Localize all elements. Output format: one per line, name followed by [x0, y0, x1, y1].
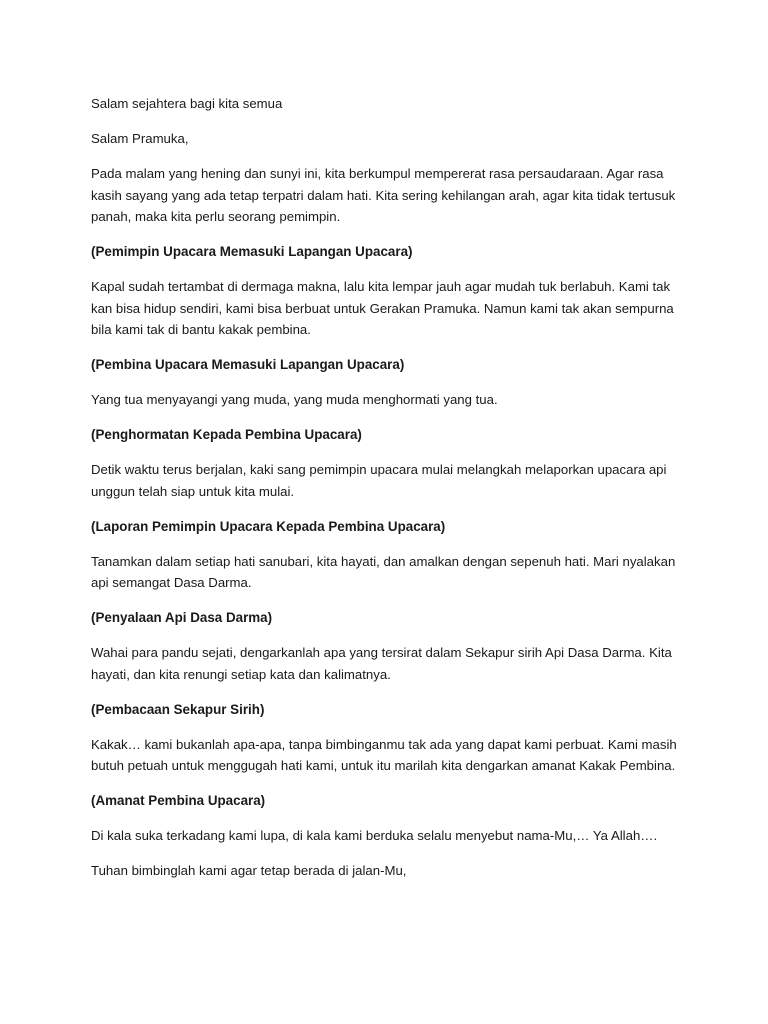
heading-pembina-masuk: (Pembina Upacara Memasuki Lapangan Upacara) [91, 357, 405, 372]
paragraph-di-kala-suka: Di kala suka terkadang kami lupa, di kala kami berduka selalu menyebut nama-Mu,… Ya Allah…. [91, 828, 658, 843]
paragraph-greeting: Salam sejahtera bagi kita semua [91, 96, 283, 111]
heading-penghormatan: (Penghormatan Kepada Pembina Upacara) [91, 427, 362, 442]
heading-amanat: (Amanat Pembina Upacara) [91, 793, 266, 808]
paragraph-yang-tua: Yang tua menyayangi yang muda, yang muda menghormati yang tua. [91, 392, 498, 407]
paragraph-wahai-pandu: Wahai para pandu sejati, dengarkanlah apa yang tersirat dalam Sekapur sirih Api Dasa Darma. Kita hayati, dan kita renungi setiap kata dan kalimatnya. [91, 645, 672, 682]
heading-laporan: (Laporan Pemimpin Upacara Kepada Pembina Upacara) [91, 518, 446, 534]
paragraph-kapal: Kapal sudah tertambat di dermaga makna, lalu kita lempar jauh agar mudah tuk berlabuh. Kami tak kan bisa hidup sendiri, kami bisa berbuat untuk Gerakan Pramuka. Namun kami tak akan sempurna bila kami tak di bantu kakak pembina. [91, 279, 674, 337]
paragraph-opening: Pada malam yang hening dan sunyi ini, kita berkumpul mempererat rasa persaudaraan. Agar rasa kasih sayang yang ada tetap terpatri dalam hati. Kita sering kehilangan arah, agar kita tidak tertusuk panah, maka kita perlu seorang pemimpin. [91, 166, 676, 224]
heading-penyalaan-api: (Penyalaan Api Dasa Darma) [91, 610, 273, 625]
heading-sekapur-sirih: (Pembacaan Sekapur Sirih) [91, 701, 265, 717]
heading-pemimpin-masuk: (Pemimpin Upacara Memasuki Lapangan Upacara) [91, 244, 413, 259]
paragraph-kakak: Kakak… kami bukanlah apa-apa, tanpa bimbinganmu tak ada yang dapat kami perbuat. Kami masih butuh petuah untuk menggugah hati kami, untuk itu marilah kita dengarkan amanat Kakak Pembina. [91, 736, 677, 773]
paragraph-tuhan-bimbing: Tuhan bimbinglah kami agar tetap berada di jalan-Mu, [91, 863, 407, 878]
paragraph-tanamkan: Tanamkan dalam setiap hati sanubari, kita hayati, dan amalkan dengan sepenuh hati. Mari nyalakan api semangat Dasa Darma. [91, 553, 676, 590]
document-body [91, 93, 681, 895]
paragraph-detik-waktu: Detik waktu terus berjalan, kaki sang pemimpin upacara mulai melangkah melaporkan upacara api unggun telah siap untuk kita mulai. [91, 462, 667, 499]
paragraph-salam-pramuka: Salam Pramuka, [91, 131, 189, 146]
